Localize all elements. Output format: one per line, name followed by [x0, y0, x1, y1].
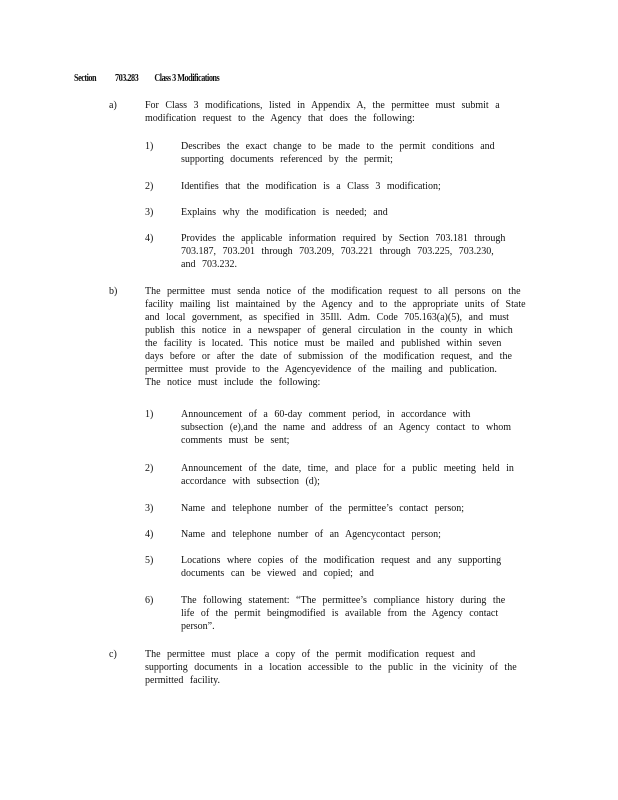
text-line: Provides the applicable information required by Section 703.181 through	[181, 233, 506, 244]
text-line: Locations where copies of the modification request and any supporting	[181, 555, 502, 566]
item-a3-label: 3)	[145, 207, 154, 218]
section-heading	[74, 73, 219, 84]
subsection-c-text	[145, 648, 517, 687]
subsection-b-label: b)	[109, 286, 118, 297]
text-line: permittee must provide to the Agencyevidence of the mailing and publication.	[145, 364, 497, 375]
item-a2-text	[181, 180, 441, 193]
text-line: For Class 3 modifications, listed in Appendix A, the permittee must submit a	[145, 100, 500, 111]
text-line: The following statement: “The permittee’s compliance history during the	[181, 595, 506, 606]
text-line: Announcement of a 60-day comment period, in accordance with	[181, 409, 471, 420]
text-line: Name and telephone number of an Agencycontact person;	[181, 529, 441, 540]
subsection-c-label: c)	[109, 649, 117, 660]
text-line: and local government, as specified in 35Ill. Adm. Code 705.163(a)(5), and must	[145, 312, 509, 323]
section-number: 703.283	[115, 73, 139, 84]
text-line: The permittee must place a copy of the permit modification request and	[145, 649, 476, 660]
text-line: 703.187, 703.201 through 703.209, 703.221 through 703.225, 703.230,	[181, 246, 494, 257]
text-line: Describes the exact change to be made to the permit conditions and	[181, 141, 495, 152]
subsection-a-text	[145, 99, 500, 125]
text-line: accordance with subsection (d);	[181, 476, 320, 487]
text-line: Name and telephone number of the permittee’s contact person;	[181, 503, 465, 514]
text-line: Identifies that the modification is a Class 3 modification;	[181, 181, 441, 192]
text-line: documents can be viewed and copied; and	[181, 568, 374, 579]
item-a1-label: 1)	[145, 141, 154, 152]
text-line: facility mailing list maintained by the Agency and to the appropriate units of State	[145, 299, 526, 310]
item-b5-text	[181, 554, 501, 580]
item-b2-text	[181, 462, 514, 488]
item-b5-label: 5)	[145, 555, 154, 566]
text-line: life of the permit beingmodified is available from the Agency contact	[181, 608, 499, 619]
text-line: the facility is located. This notice must be mailed and published within seven	[145, 338, 502, 349]
text-line: publish this notice in a newspaper of general circulation in the county in which	[145, 325, 513, 336]
item-b1-text	[181, 408, 511, 447]
text-line: The notice must include the following:	[145, 377, 321, 388]
text-line: Announcement of the date, time, and place for a public meeting held in	[181, 463, 514, 474]
item-b3-text	[181, 502, 464, 515]
item-b6-text	[181, 594, 505, 633]
text-line: The permittee must senda notice of the modification request to all persons on the	[145, 286, 521, 297]
item-a2-label: 2)	[145, 181, 154, 192]
section-word: Section	[74, 73, 97, 84]
item-b4-text	[181, 528, 441, 541]
text-line: person”.	[181, 621, 215, 632]
item-b3-label: 3)	[145, 503, 154, 514]
text-line: comments must be sent;	[181, 435, 290, 446]
item-b1-label: 1)	[145, 409, 154, 420]
subsection-b-text	[145, 285, 526, 389]
item-a1-text	[181, 140, 495, 166]
item-a4-text	[181, 232, 505, 271]
text-line: permitted facility.	[145, 675, 220, 686]
item-b4-label: 4)	[145, 529, 154, 540]
text-line: Explains why the modification is needed; and	[181, 207, 388, 218]
text-line: modification request to the Agency that does the following:	[145, 113, 415, 124]
text-line: days before or after the date of submission of the modification request, and the	[145, 351, 512, 362]
text-line: supporting documents referenced by the permit;	[181, 154, 393, 165]
subsection-a-label: a)	[109, 100, 117, 111]
text-line: subsection (e),and the name and address of an Agency contact to whom	[181, 422, 512, 433]
item-b2-label: 2)	[145, 463, 154, 474]
item-a4-label: 4)	[145, 233, 154, 244]
item-a3-text	[181, 206, 388, 219]
section-title: Class 3 Modifications	[154, 73, 220, 84]
item-b6-label: 6)	[145, 595, 154, 606]
text-line: supporting documents in a location accessible to the public in the vicinity of the	[145, 662, 517, 673]
text-line: and 703.232.	[181, 259, 237, 270]
